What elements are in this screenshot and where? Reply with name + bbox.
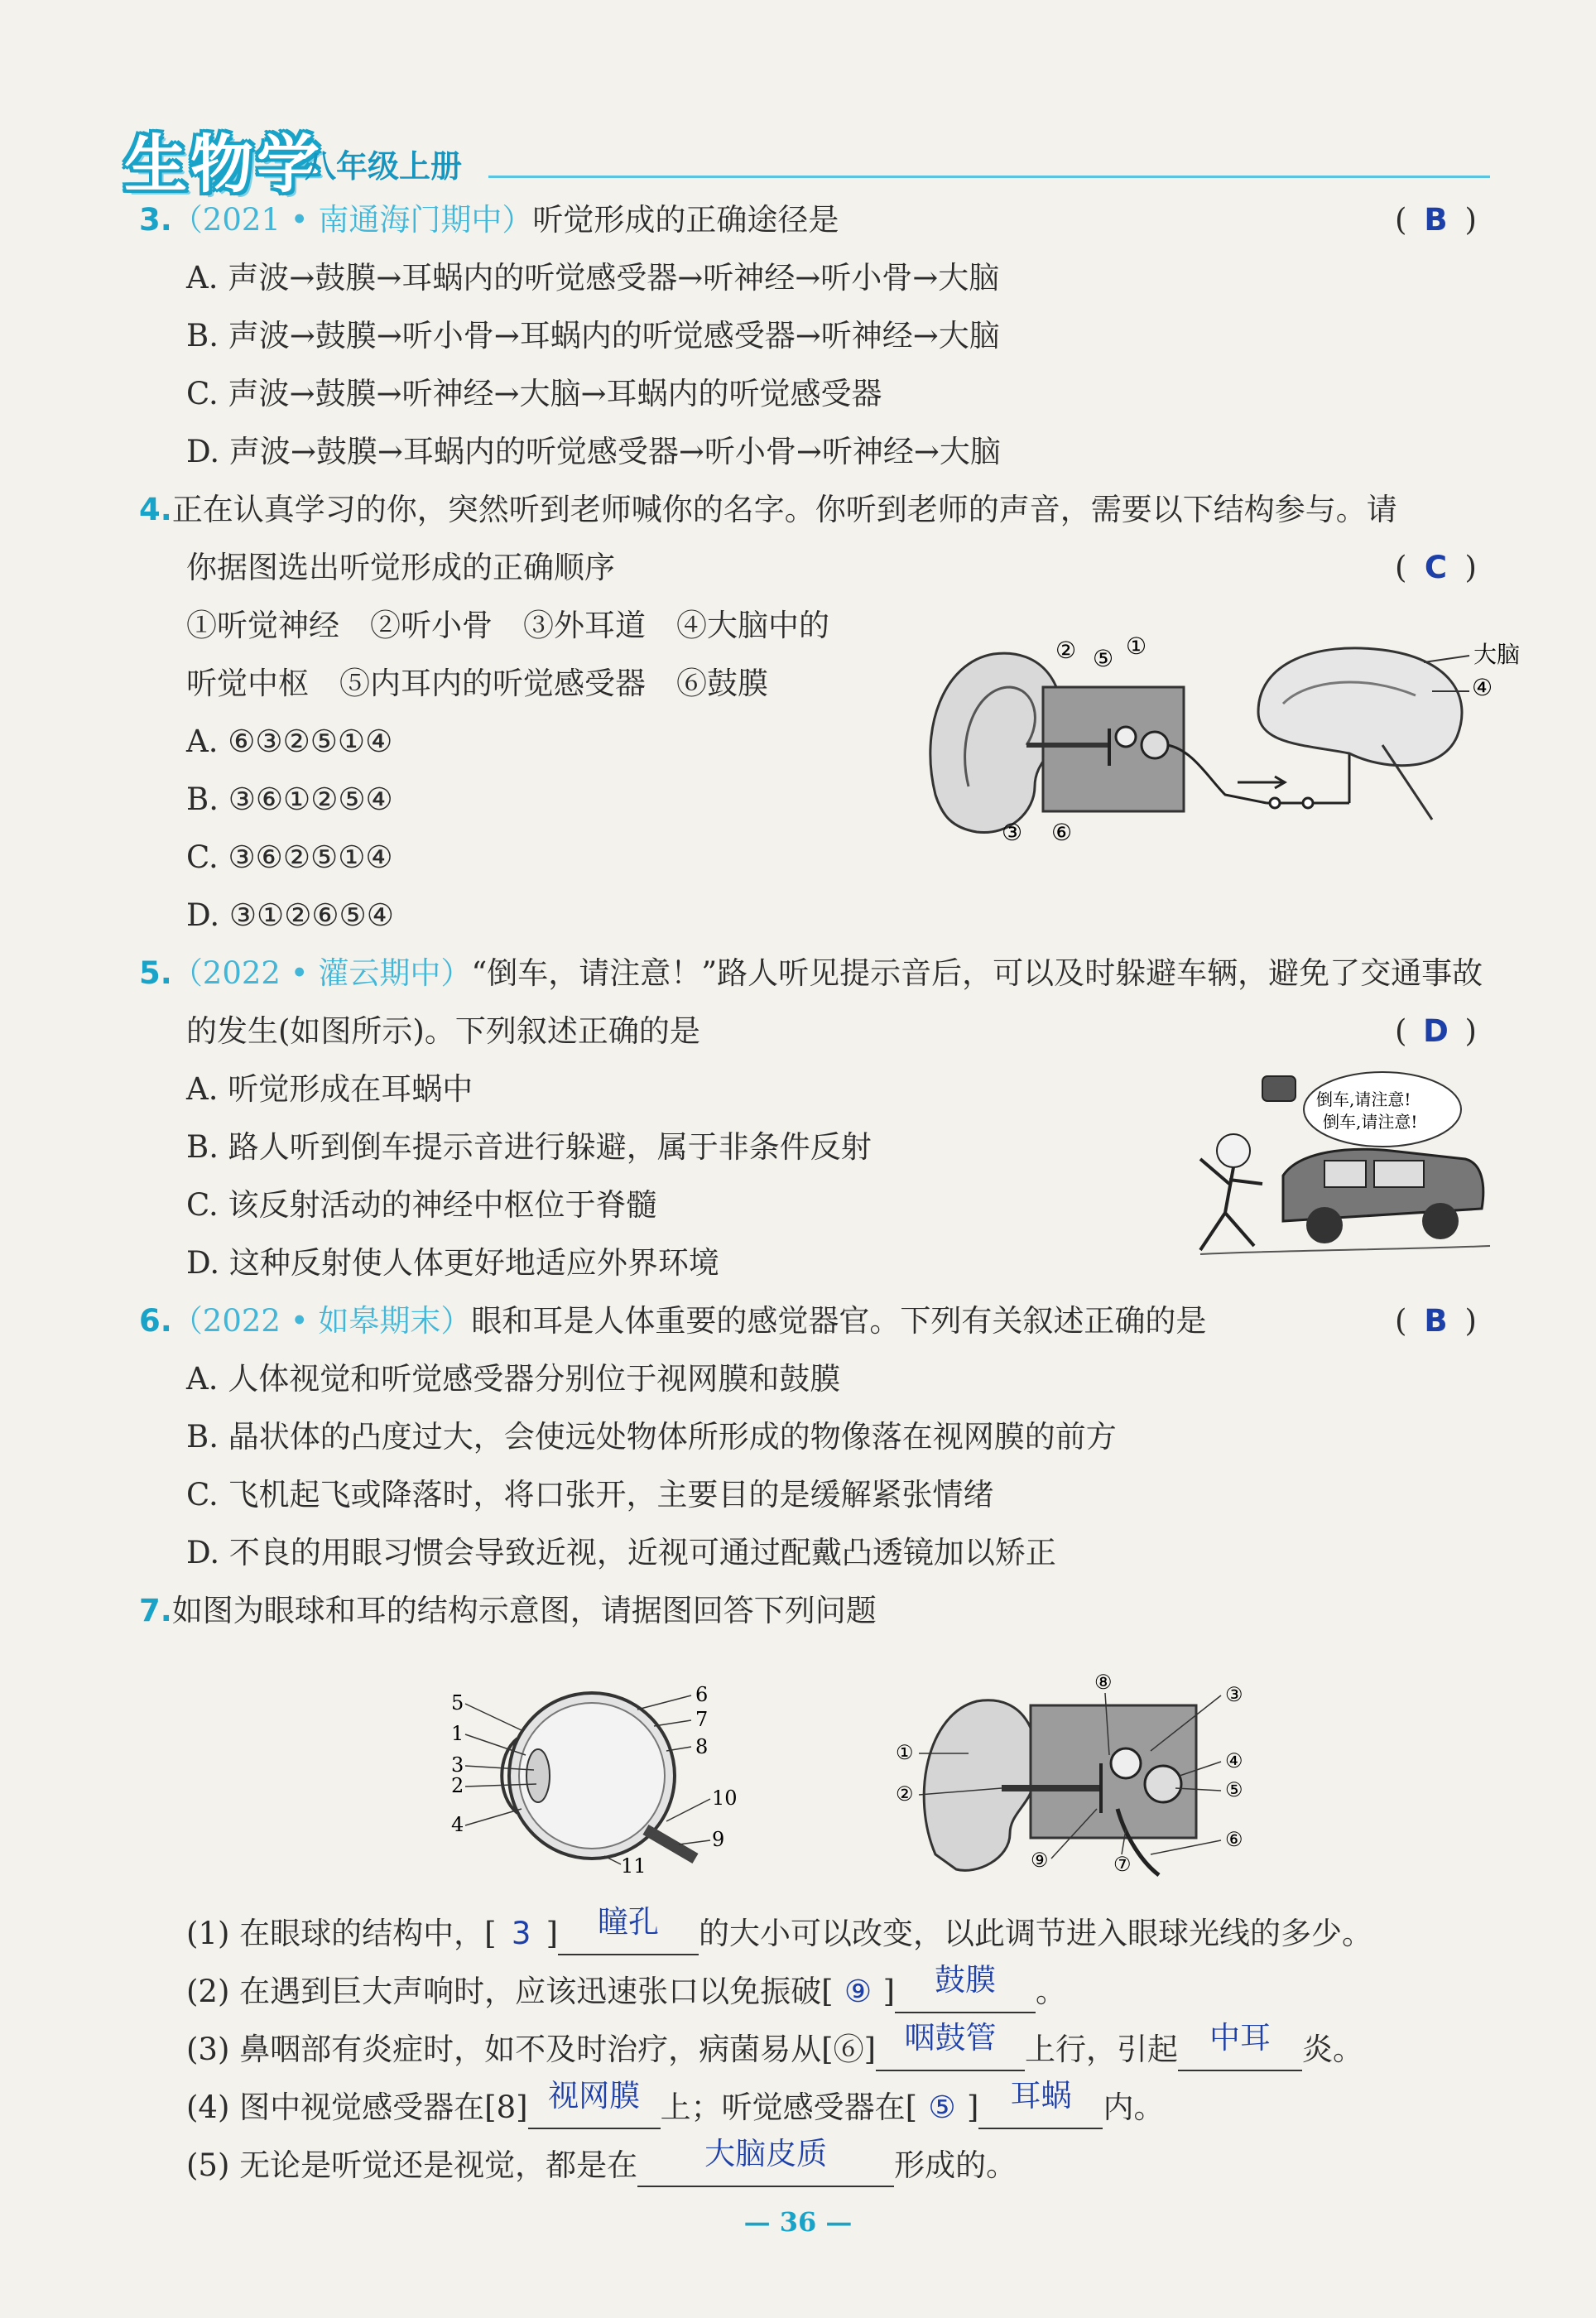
eyeball-diagram: [447, 1672, 753, 1879]
q4-option-b: B. ③⑥①②⑤④: [186, 781, 393, 817]
q3-option-d: D. 声波→鼓膜→耳蜗内的听觉感受器→听小骨→听神经→大脑: [186, 434, 1001, 469]
svg-text:3: 3: [451, 1753, 464, 1777]
header-rule: [488, 176, 1490, 178]
svg-text:④: ④: [1472, 674, 1493, 701]
q7-sub-1: (1) 在眼球的结构中，[ 3 ] 瞳孔 的大小可以改变，以此调节进入眼球光线的多少。: [186, 1914, 1372, 1955]
q6-stem: 6.（2022 • 如皋期末）眼和耳是人体重要的感觉器官。下列有关叙述正确的是: [139, 1303, 1207, 1339]
q4-items-1: ①听觉神经 ②听小骨 ③外耳道 ④大脑中的: [186, 608, 829, 643]
q3-stem: 3.（2021 • 南通海门期中）听觉形成的正确途径是: [139, 202, 839, 238]
svg-text:倒车,请注意!: 倒车,请注意!: [1316, 1089, 1411, 1109]
svg-text:⑥: ⑥: [1225, 1828, 1243, 1851]
svg-text:②: ②: [896, 1782, 914, 1806]
q4-option-c: C. ③⑥②⑤①④: [186, 839, 393, 875]
svg-text:⑥: ⑥: [1051, 819, 1073, 846]
svg-text:11: 11: [621, 1854, 647, 1878]
subject-title: 生物学: [124, 127, 323, 201]
svg-text:8: 8: [695, 1735, 709, 1758]
svg-text:10: 10: [712, 1787, 738, 1810]
q7-sub-4: (4) 图中视觉感受器在[8] 视网膜 上；听觉感受器在[ ⑤ ] 耳蜗 内。: [186, 2088, 1164, 2129]
reversing-car-cartoon: [1184, 1060, 1498, 1267]
q4-option-a: A. ⑥③②⑤①④: [186, 724, 393, 759]
svg-text:9: 9: [712, 1828, 725, 1851]
q5-option-c: C. 该反射活动的神经中枢位于脊髓: [186, 1187, 657, 1223]
q3-option-b: B. 声波→鼓膜→听小骨→耳蜗内的听觉感受器→听神经→大脑: [186, 318, 1000, 353]
svg-text:⑤: ⑤: [1093, 645, 1114, 672]
label-brain: 大脑: [1473, 641, 1521, 668]
ear-brain-figure: [919, 629, 1521, 846]
q6-option-b: B. 晶状体的凸度过大，会使远处物体所形成的物像落在视网膜的前方: [186, 1419, 1117, 1455]
q7-sub-2: (2) 在遇到巨大声响时，应该迅速张口以免振破[ ⑨ ] 鼓膜 。: [186, 1972, 1066, 2013]
svg-text:2: 2: [451, 1774, 464, 1797]
svg-text:③: ③: [1002, 819, 1023, 846]
svg-text:④: ④: [1225, 1749, 1243, 1772]
grade-subtitle: 八年级上册: [305, 148, 463, 185]
q3-option-a: A. 声波→鼓膜→耳蜗内的听觉感受器→听神经→听小骨→大脑: [186, 260, 1000, 296]
q5-answer: ( D ): [1395, 1013, 1477, 1049]
svg-text:⑤: ⑤: [1225, 1778, 1243, 1801]
q6-answer: ( B ): [1395, 1303, 1477, 1339]
q4-items-2: 听觉中枢 ⑤内耳内的听觉感受器 ⑥鼓膜: [186, 666, 768, 701]
q5-option-d: D. 这种反射使人体更好地适应外界环境: [186, 1245, 719, 1281]
q6-option-d: D. 不良的用眼习惯会导致近视，近视可通过配戴凸透镜加以矫正: [186, 1535, 1056, 1570]
svg-text:5: 5: [451, 1691, 464, 1714]
q7-sub-3: (3) 鼻咽部有炎症时，如不及时治疗，病菌易从[⑥] 咽鼓管 上行，引起 中耳 炎。: [186, 2030, 1363, 2071]
q4-stem-1: 4.正在认真学习的你，突然听到老师喊你的名字。你听到老师的声音，需要以下结构参与。请: [139, 492, 1397, 527]
q4-option-d: D. ③①②⑥⑤④: [186, 897, 394, 933]
q7-stem: 7.如图为眼球和耳的结构示意图，请据图回答下列问题: [139, 1593, 877, 1628]
svg-text:⑦: ⑦: [1113, 1853, 1132, 1876]
svg-text:⑨: ⑨: [1031, 1849, 1049, 1872]
svg-text:倒车,请注意!: 倒车,请注意!: [1323, 1112, 1418, 1132]
q5-stem-2: 的发生(如图所示)。下列叙述正确的是: [186, 1013, 700, 1049]
q7-sub-5: (5) 无论是听觉还是视觉，都是在 大脑皮质 形成的。: [186, 2146, 1017, 2187]
svg-text:⑧: ⑧: [1094, 1671, 1113, 1694]
q4-stem-2: 你据图选出听觉形成的正确顺序: [186, 550, 615, 585]
svg-text:②: ②: [1055, 637, 1077, 664]
svg-text:4: 4: [451, 1813, 464, 1836]
q4-answer: ( C ): [1395, 550, 1477, 585]
svg-text:7: 7: [695, 1708, 709, 1731]
svg-text:③: ③: [1225, 1683, 1243, 1706]
svg-text:①: ①: [896, 1741, 914, 1764]
q5-option-a: A. 听觉形成在耳蜗中: [186, 1071, 474, 1107]
q6-option-c: C. 飞机起飞或降落时，将口张开，主要目的是缓解紧张情绪: [186, 1477, 994, 1512]
q3-answer: ( B ): [1395, 202, 1477, 238]
q6-option-a: A. 人体视觉和听觉感受器分别位于视网膜和鼓膜: [186, 1361, 841, 1397]
page-number: — 36 —: [743, 2206, 853, 2238]
q3-option-c: C. 声波→鼓膜→听神经→大脑→耳蜗内的听觉感受器: [186, 376, 882, 411]
q5-option-b: B. 路人听到倒车提示音进行躲避，属于非条件反射: [186, 1129, 872, 1165]
svg-text:6: 6: [695, 1683, 709, 1706]
q5-stem-1: 5.（2022 • 灌云期中）“倒车，请注意！”路人听见提示音后，可以及时躲避车辆，避免了交通事故: [139, 955, 1483, 991]
svg-text:1: 1: [451, 1722, 464, 1745]
ear-structure-diagram: [877, 1664, 1258, 1879]
svg-text:①: ①: [1126, 632, 1147, 660]
